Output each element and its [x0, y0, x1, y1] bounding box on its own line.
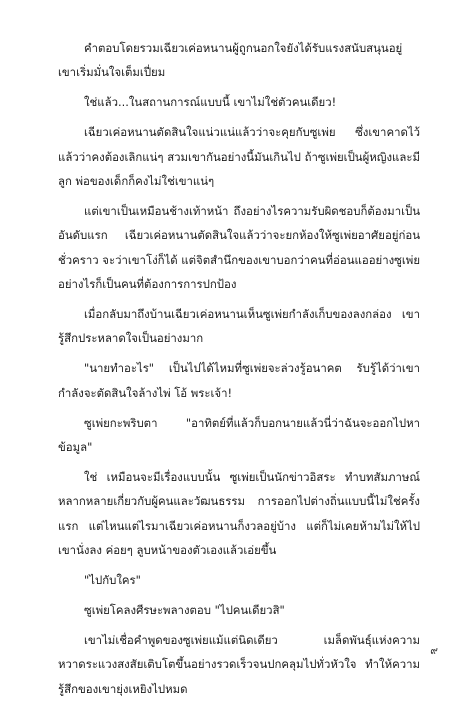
paragraph: "นายทำอะไร" เป็นไปได้ไหมที่ซูเพ่ยจะล่วงรู้อนาคต รับรู้ได้ว่าเขากำลังจะตัดสินใจล้างไพ่ โอ้ พระเจ้า!	[58, 361, 420, 400]
paragraph: "ไปกับใคร"	[84, 573, 141, 588]
page-number: ๙	[430, 645, 438, 657]
paragraph: เฉียวเค่อหนานตัดสินใจแน่วแน่แล้วว่าจะคุยกับซูเพ่ย ซึ่งเขาคาดไว้แล้วว่าคงต้องเลิกแน่ๆ สวมเขากันอย่างนี้มันเกินไป ถ้าซูเพ่ยเป็นผู้หญิงและมีลูก พ่อของเด็กก็คงไม่ใช่เขาแน่ๆ	[58, 125, 420, 189]
paragraph: ซูเพ่ยกะพริบตา "อาทิตย์ที่แล้วก็บอกนายแล้วนี่ว่าฉันจะออกไปหาข้อมูล"	[58, 415, 420, 455]
paragraph: แต่เขาเป็นเหมือนช้างเท้าหน้า ถึงอย่างไรความรับผิดชอบก็ต้องมาเป็นอันดับแรก เฉียวเค่อหนานตัดสินใจแล้วว่าจะยกห้องให้ซูเพ่ยอาศัยอยู่ก่อนชั่วคราว จะว่าเขาโง่ก็ได้ แต่จิตสำนึกของเขาบอกว่าคนที่อ่อนแออย่างซูเพ่ย อย่างไรก็เป็นคนที่ต้องการการปกป้อง	[58, 203, 420, 292]
paragraph: ซูเพ่ยโคลงศีรษะพลางตอบ "ไปคนเดียวสิ"	[84, 603, 285, 618]
paragraph: ใช่ เหมือนจะมีเรื่องแบบนั้น ซูเพ่ยเป็นนักข่าวอิสระ ทำบทสัมภาษณ์หลากหลายเกี่ยวกับผู้คนและวัฒนธรรม การออกไปต่างถิ่นแบบนี้ไม่ใช่ครั้งแรก แต่ไหนแต่ไรมาเฉียวเค่อหนานก็งวลอยู่บ้าง แต่ก็ไม่เคยห้ามไม่ให้ไป เขานั่งลง ค่อยๆ ลูบหน้าของตัวเองแล้วเอ่ยขึ้น	[58, 470, 420, 558]
paragraph: เขาไม่เชื่อคำพูดของซูเพ่ยแม้แต่นิดเดียว เมล็ดพันธุ์แห่งความหวาดระแวงสงสัยเติบโตขึ้นอย่างรวดเร็วจนปกคลุมไปทั่วหัวใจ ทำให้ความรู้สึกของเขายุ่งเหยิงไปหมด	[58, 632, 420, 696]
body-text	[58, 36, 420, 707]
paragraph: ใช่แล้ว...ในสถานการณ์แบบนี้ เขาไม่ใช่ตัวคนเดียว!	[84, 95, 337, 110]
paragraph: คำตอบโดยรวมเฉียวเค่อหนานผู้ถูกนอกใจยังได้รับแรงสนับสนุนอยู่ เขาเริ่มมั่นใจเต็มเปี่ยม	[58, 41, 403, 80]
paragraph: เมื่อกลับมาถึงบ้านเฉียวเค่อหนานเห็นซูเพ่ยกำลังเก็บของลงกล่อง เขารู้สึกประหลาดใจเป็นอย่างมาก	[58, 307, 420, 346]
